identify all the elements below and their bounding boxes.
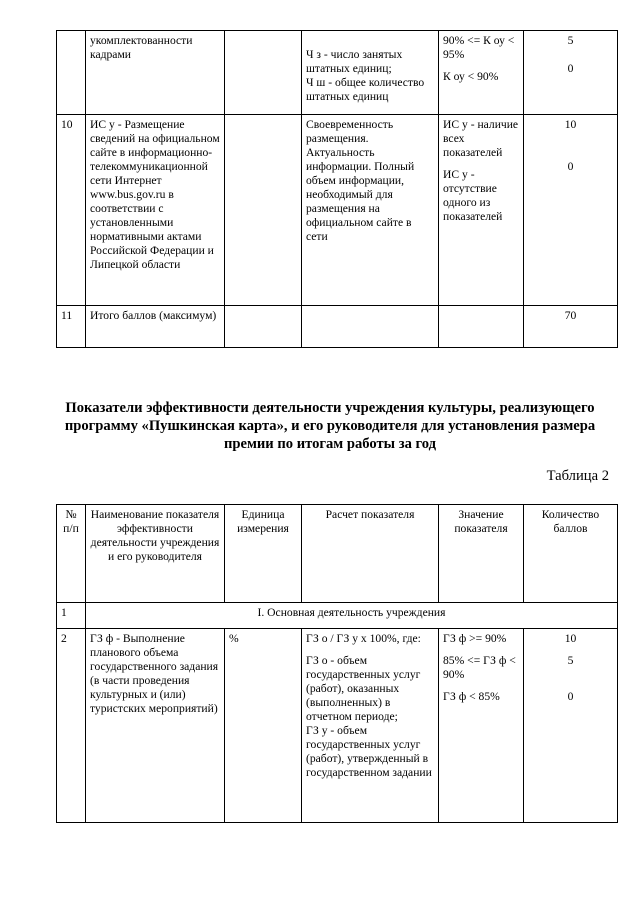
calc-line: ГЗ о / ГЗ у x 100%, где: — [306, 632, 421, 645]
calc-cell — [302, 629, 439, 823]
value-cell — [439, 115, 524, 306]
header-points: Количество баллов — [524, 505, 618, 603]
section-heading: Показатели эффективности деятельности учреждения культуры, реализующего программу «Пушкинская карта», и его руководителя для установления размера премии по итогам работы за год — [64, 400, 596, 452]
header-unit: Единица измерения — [225, 505, 302, 603]
row-number: 2 — [57, 629, 86, 823]
points-line: 0 — [567, 62, 574, 75]
unit-cell — [225, 306, 302, 348]
points-line: 10 — [564, 632, 577, 645]
value-cell — [439, 629, 524, 823]
value-line: К оу < 90% — [443, 70, 499, 83]
header-number: № п/п — [57, 505, 86, 603]
points-line: 5 — [567, 34, 574, 47]
points-line: 5 — [567, 654, 574, 667]
table-header-row — [57, 505, 618, 603]
calc-cell — [302, 31, 439, 115]
section-label: I. Основная деятельность учреждения — [86, 603, 618, 629]
value-line: ИС у - наличие всех показателей — [443, 118, 519, 159]
row-number: 10 — [57, 115, 86, 306]
unit-cell — [225, 31, 302, 115]
points-cell: 70 — [524, 306, 618, 348]
calc-line: ГЗ у - объем государственных услуг (работ), утвержденный в государственном задании — [306, 724, 432, 779]
table-row — [57, 115, 618, 306]
points-line: 0 — [567, 690, 574, 703]
table-number: Таблица 2 — [546, 468, 609, 484]
row-number — [57, 31, 86, 115]
points-line: 10 — [564, 118, 577, 131]
points-line: 0 — [567, 160, 574, 173]
table-row — [57, 306, 618, 348]
calc-line: Ч з - число занятых штатных единиц; — [306, 48, 403, 75]
header-indicator: Наименование показателя эффективности деятельности учреждения и его руководителя — [86, 505, 225, 603]
value-line: 85% <= ГЗ ф < 90% — [443, 654, 516, 681]
row-number: 11 — [57, 306, 86, 348]
calc-cell — [302, 306, 439, 348]
calc-line: Ч ш - общее количество штатных единиц — [306, 76, 425, 103]
header-calc: Расчет показателя — [302, 505, 439, 603]
value-cell — [439, 306, 524, 348]
value-cell — [439, 31, 524, 115]
value-line: ГЗ ф >= 90% — [443, 632, 507, 645]
points-cell — [524, 31, 618, 115]
table-indicators-continued — [56, 30, 618, 348]
section-row — [57, 603, 618, 629]
unit-cell: % — [225, 629, 302, 823]
value-line: 90% <= К оу < 95% — [443, 34, 515, 61]
table-row — [57, 31, 618, 115]
points-cell — [524, 629, 618, 823]
value-line: ГЗ ф < 85% — [443, 690, 500, 703]
row-number: 1 — [57, 603, 86, 629]
table-indicators — [56, 504, 618, 823]
indicator-name: укомплектованности кадрами — [86, 31, 225, 115]
indicator-name: ГЗ ф - Выполнение планового объема государственного задания (в части проведения культурных и (или) туристских мероприятий) — [86, 629, 225, 823]
table-row — [57, 629, 618, 823]
points-cell — [524, 115, 618, 306]
calc-cell: Своевременность размещения. Актуальность информации. Полный объем информации, необходимый для размещения на официальном сайте в сети — [302, 115, 439, 306]
calc-line: ГЗ о - объем государственных услуг (работ), оказанных (выполненных) в отчетном периоде; — [306, 654, 421, 723]
indicator-name: Итого баллов (максимум) — [86, 306, 225, 348]
unit-cell — [225, 115, 302, 306]
value-line: ИС у - отсутствие одного из показателей — [443, 168, 503, 223]
header-value: Значение показателя — [439, 505, 524, 603]
indicator-name: ИС у - Размещение сведений на официальном сайте в информационно-телекоммуникационной сети Интернет www.bus.gov.ru в соответствии с установленными нормативными актами Российской Федерации и Липецкой области — [86, 115, 225, 306]
